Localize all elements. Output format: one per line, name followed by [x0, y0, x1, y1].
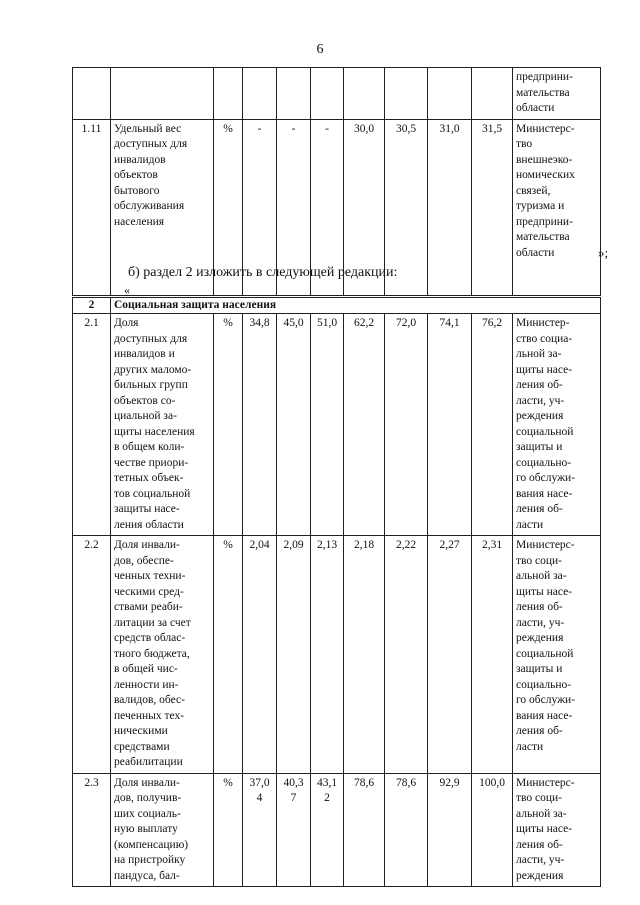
value-cell: 2,13 [311, 536, 344, 774]
value-cell: 34,8 [243, 314, 277, 536]
opening-quote: « [124, 283, 130, 297]
indicator-name: Доля доступных для инвалидов и других маломо- бильных групп объектов со- циальной за- щиты населения в общем коли- честве приори- тетных объек- тов социальной защиты насе- ления области [111, 314, 214, 536]
table-row [73, 68, 601, 120]
value-cell: - [243, 119, 277, 295]
responsible-cell: Министерс- тво внешнеэко- номических связей, туризма и предприни- мательства области [513, 119, 601, 295]
row-number: 1.11 [73, 119, 111, 295]
value-cell: 51,0 [311, 314, 344, 536]
value-cell: 31,0 [428, 119, 472, 295]
value-cell: 2,04 [243, 536, 277, 774]
indicators-table-continuation [72, 67, 601, 296]
table-cell [214, 68, 243, 120]
table-cell [243, 68, 277, 120]
amendment-instruction: б) раздел 2 изложить в следующей редакции: [128, 265, 398, 280]
section-number: 2 [73, 298, 111, 314]
closing-quote: »; [598, 245, 609, 260]
row-number: 2.3 [73, 773, 111, 887]
value-cell: 92,9 [428, 773, 472, 887]
value-cell: 2,18 [344, 536, 385, 774]
value-cell: 62,2 [344, 314, 385, 536]
row-number: 2.1 [73, 314, 111, 536]
table-cell [472, 68, 513, 120]
table-cell [385, 68, 428, 120]
table-row [73, 536, 601, 774]
indicator-name: Удельный вес доступных для инвалидов объектов бытового обслуживания населения [111, 119, 214, 295]
table-cell [277, 68, 311, 120]
table-row [73, 314, 601, 536]
responsible-cell: Министерс- тво соци- альной за- щиты насе- ления об- ласти, уч- реждения социальной защиты и социально- го обслужи- вания насе- ления об- ласти [513, 536, 601, 774]
value-cell: - [311, 119, 344, 295]
section-2-table [72, 297, 601, 887]
value-cell: 45,0 [277, 314, 311, 536]
value-cell: 37,0 4 [243, 773, 277, 887]
unit-cell: % [214, 314, 243, 536]
page-number: 6 [316, 42, 324, 57]
value-cell: 74,1 [428, 314, 472, 536]
section-header-row [73, 298, 601, 314]
table-cell [111, 68, 214, 120]
value-cell: 31,5 [472, 119, 513, 295]
value-cell: 40,3 7 [277, 773, 311, 887]
table-cell [311, 68, 344, 120]
table-row [73, 773, 601, 887]
value-cell: 2,27 [428, 536, 472, 774]
value-cell: 72,0 [385, 314, 428, 536]
table-cell [344, 68, 385, 120]
responsible-cell: предприни- мательства области [513, 68, 601, 120]
value-cell: 43,1 2 [311, 773, 344, 887]
value-cell: 78,6 [344, 773, 385, 887]
unit-cell: % [214, 119, 243, 295]
value-cell: - [277, 119, 311, 295]
value-cell: 30,5 [385, 119, 428, 295]
responsible-cell: Министер- ство социа- льной за- щиты насе- ления об- ласти, уч- реждения социальной защиты и социально- го обслужи- вания насе- ления об- ласти [513, 314, 601, 536]
table-cell [73, 68, 111, 120]
value-cell: 30,0 [344, 119, 385, 295]
value-cell: 100,0 [472, 773, 513, 887]
value-cell: 76,2 [472, 314, 513, 536]
section-title: Социальная защита населения [111, 298, 601, 314]
value-cell: 78,6 [385, 773, 428, 887]
value-cell: 2,09 [277, 536, 311, 774]
unit-cell: % [214, 773, 243, 887]
indicator-name: Доля инвали- дов, получив- ших социаль- ную выплату (компенсацию) на пристройку пандуса, бал- [111, 773, 214, 887]
unit-cell: % [214, 536, 243, 774]
responsible-cell: Министерс- тво соци- альной за- щиты насе- ления об- ласти, уч- реждения [513, 773, 601, 887]
value-cell: 2,22 [385, 536, 428, 774]
row-number: 2.2 [73, 536, 111, 774]
table-cell [428, 68, 472, 120]
value-cell: 2,31 [472, 536, 513, 774]
indicator-name: Доля инвали- дов, обеспе- ченных техни- ческими сред- ствами реаби- литации за счет средств облас- тного бюджета, в общей чис- ленности ин- валидов, обес- печенных тех- ническими средствами реабилитации [111, 536, 214, 774]
